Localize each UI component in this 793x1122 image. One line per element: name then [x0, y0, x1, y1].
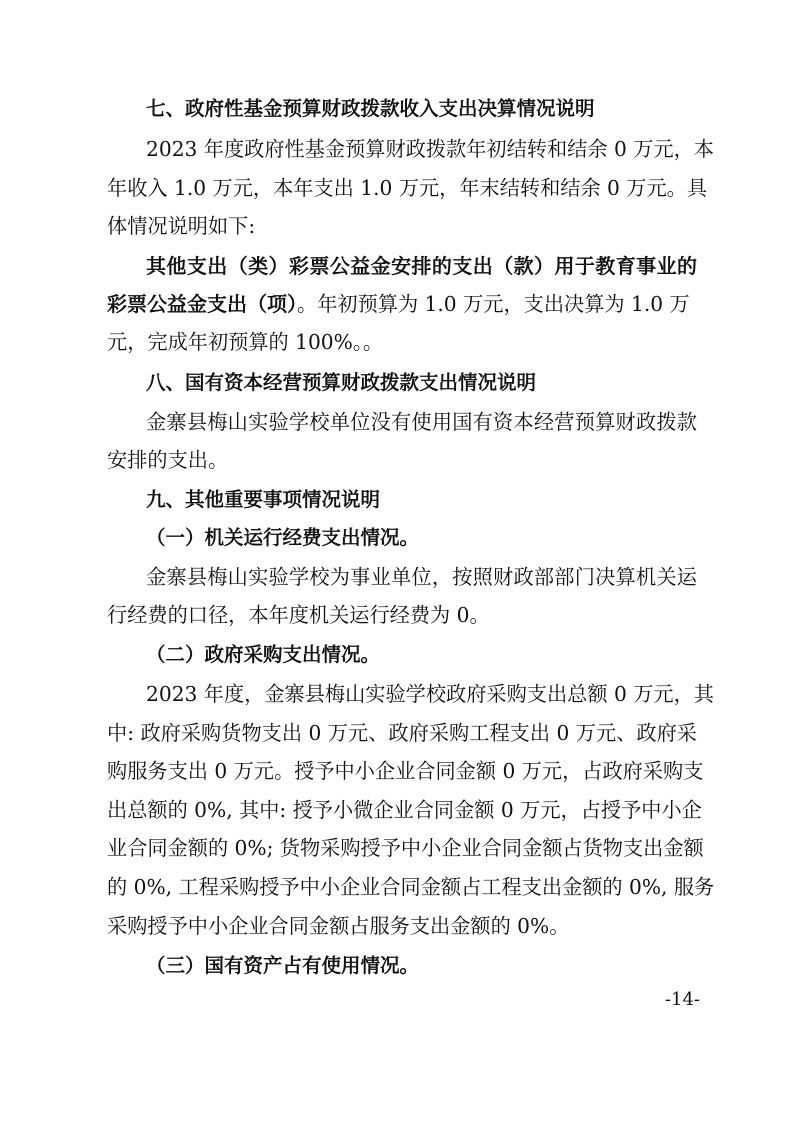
section-7-para-1-line-2: 年收入 1.0 万元，本年支出 1.0 万元，年末结转和结余 0 万元。具 [107, 176, 708, 200]
section-7-para-2-rest-line-2: 。年初预算为 1.0 万元，支出决算为 1.0 万 [297, 292, 690, 316]
section-7-heading: 七、政府性基金预算财政拨款收入支出决算情况说明 [146, 97, 595, 120]
section-7-para-1-line-3: 体情况说明如下: [107, 214, 256, 238]
section-8-para-line-1: 金寨县梅山实验学校单位没有使用国有资本经营预算财政拨款 [146, 410, 697, 434]
section-9-sub-2-para-line-3: 购服务支出 0 万元。授予中小企业合同金额 0 万元，占政府采购支 [107, 759, 704, 783]
section-9-sub-1-heading: （一）机关运行经费支出情况。 [146, 526, 420, 549]
section-9-sub-1-para-line-1: 金寨县梅山实验学校为事业单位，按照财政部部门决算机关运 [146, 565, 697, 589]
section-7-para-1-line-1: 2023 年度政府性基金预算财政拨款年初结转和结余 0 万元，本 [146, 137, 714, 161]
page-number: -14- [664, 989, 700, 1010]
section-9-sub-1-para-line-2: 行经费的口径，本年度机关运行经费为 0。 [107, 603, 490, 627]
section-9-sub-2-para-line-2: 中: 政府采购货物支出 0 万元、政府采购工程支出 0 万元、政府采 [107, 721, 697, 745]
section-9-sub-2-para-line-1: 2023 年度，金寨县梅山实验学校政府采购支出总额 0 万元，其 [146, 682, 714, 706]
section-9-sub-2-para-line-6: 的 0%, 工程采购授予中小企业合同金额占工程支出金额的 0%, 服务 [107, 875, 715, 899]
section-8-heading: 八、国有资本经营预算财政拨款支出情况说明 [146, 371, 537, 394]
section-8-para-line-2: 安排的支出。 [107, 448, 229, 472]
section-7-para-2-bold-line-2: 彩票公益金支出（项） [107, 292, 297, 316]
section-9-sub-2-heading: （二）政府采购支出情况。 [146, 643, 381, 666]
section-7-para-2-line-2 [107, 288, 697, 320]
section-9-sub-3-heading: （三）国有资产占有使用情况。 [146, 954, 420, 977]
section-9-sub-2-para-line-7: 采购授予中小企业合同金额占服务支出金额的 0%。 [107, 914, 570, 938]
section-7-para-2-line-3: 元，完成年初预算的 100%。。 [107, 330, 384, 354]
section-7-para-2-bold-line-1: 其他支出（类）彩票公益金安排的支出（款）用于教育事业的 [146, 254, 697, 278]
section-9-sub-2-para-line-5: 业合同金额的 0%; 货物采购授予中小企业合同金额占货物支出金额 [107, 836, 704, 860]
section-9-sub-2-para-line-4: 出总额的 0%, 其中: 授予小微企业合同金额 0 万元，占授予中小企 [107, 798, 702, 822]
section-9-heading: 九、其他重要事项情况说明 [146, 488, 381, 511]
